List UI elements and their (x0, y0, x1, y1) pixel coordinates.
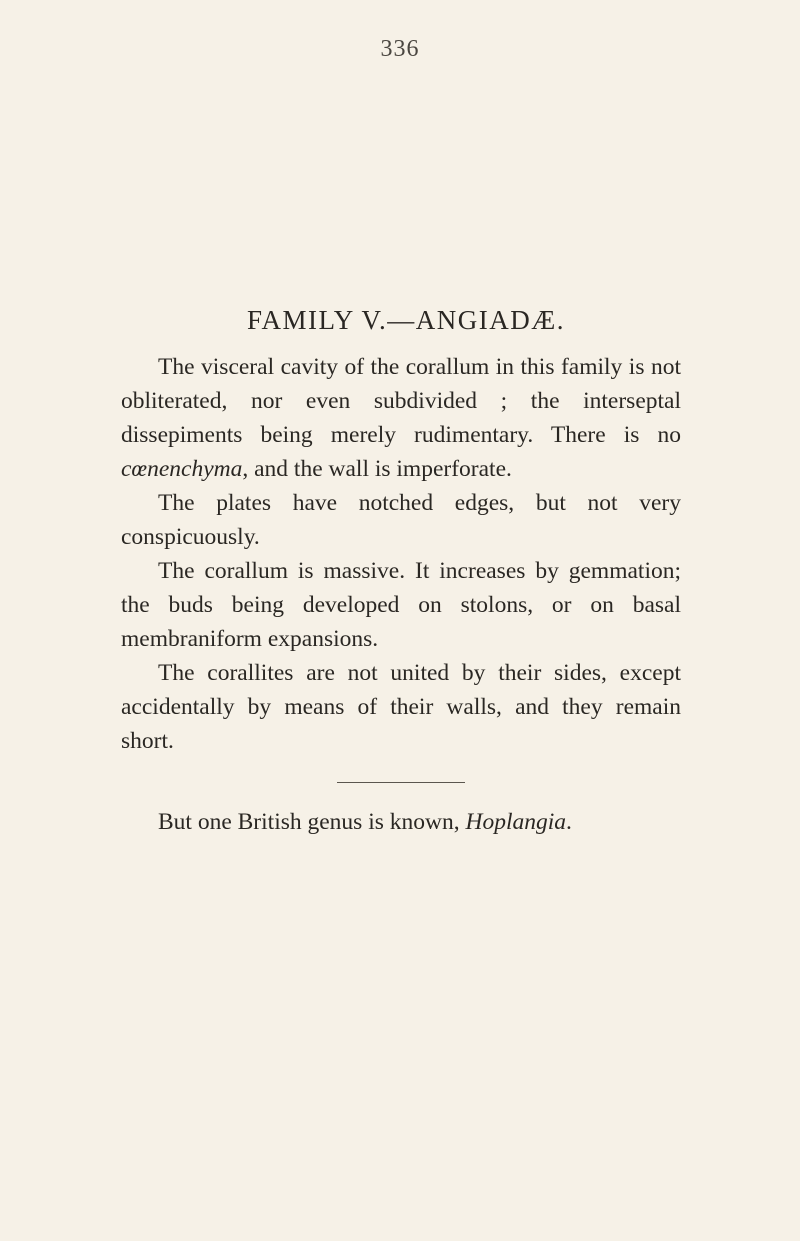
term-coenenchyma: cœnenchyma (121, 456, 243, 482)
closing-line (121, 805, 681, 839)
page-number: 336 (380, 36, 420, 62)
closing-text: . (566, 809, 572, 835)
closing-text: But one British genus is known, (158, 809, 466, 835)
paragraph-corallum: The corallum is massive. It increases by gemmation; the buds being developed on stolons, or on basal membraniform expansions. (121, 558, 681, 652)
paragraph-plates: The plates have notched edges, but not very conspicuously. (121, 490, 681, 550)
paragraph-text: The visceral cavity of the corallum in this family is not obliterated, nor even subdivided ; the interseptal dissepiments being merely rudimentary. There is no (121, 354, 681, 448)
family-heading: FAMILY V.—ANGIADÆ. (246, 305, 566, 335)
paragraph-visceral-cavity (121, 350, 681, 486)
section-divider (337, 782, 465, 783)
paragraph-text: , and the wall is imperforate. (242, 456, 512, 482)
genus-name: Hoplangia (465, 809, 566, 835)
paragraph-corallites: The corallites are not united by their sides, except accidentally by means of their walls, and they remain short. (121, 660, 681, 754)
page-body (121, 305, 681, 839)
